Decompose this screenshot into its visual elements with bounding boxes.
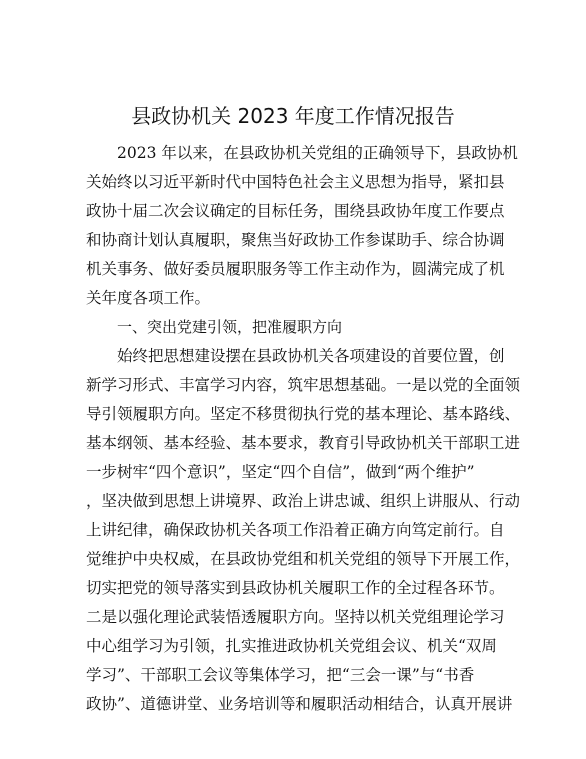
paragraph-line: 切实把党的领导落实到县政协机关履职工作的全过程各环节。: [86, 579, 505, 597]
paragraph-line: 和协商计划认真履职，聚焦当好政协工作参谋助手、综合协调: [86, 231, 505, 249]
paragraph-line: 觉维护中央权威，在县政协党组和机关党组的领导下开展工作，: [86, 550, 521, 568]
paragraph-line: 2023 年以来，在县政协机关党组的正确领导下，县政协机: [117, 144, 518, 162]
paragraph-line: 二是以强化理论武装悟透履职方向。坚持以机关党组理论学习: [86, 608, 505, 626]
paragraph-line: 中心组学习为引领，扎实推进政协机关党组会议、机关“双周: [86, 637, 497, 655]
paragraph-line: 一步树牢“四个意识”，坚定“四个自信”，做到“两个维护”: [86, 463, 475, 481]
paragraph-line: ，坚决做到思想上讲境界、政治上讲忠诚、组织上讲服从、行动: [86, 492, 521, 510]
paragraph-line: 机关事务、做好委员履职服务等工作主动作为，圆满完成了机: [86, 260, 505, 278]
paragraph-line: 导引领履职方向。坚定不移贯彻执行党的基本理论、基本路线、: [86, 405, 521, 423]
paragraph-line: 上讲纪律，确保政协机关各项工作沿着正确方向笃定前行。自: [86, 521, 505, 539]
paragraph-line: 基本纲领、基本经验、基本要求，教育引导政协机关干部职工进: [86, 434, 521, 452]
paragraph-line: 关年度各项工作。: [86, 289, 211, 307]
paragraph-line: 学习”、干部职工会议等集体学习，把“三会一课”与“书香: [86, 666, 475, 684]
paragraph-line: 关始终以习近平新时代中国特色社会主义思想为指导，紧扣县: [86, 173, 505, 191]
document-body: [86, 139, 521, 719]
paragraph-line: 政协十届二次会议确定的目标任务，围绕县政协年度工作要点: [86, 202, 505, 220]
paragraph-line: 始终把思想建设摆在县政协机关各项建设的首要位置，创: [117, 347, 505, 365]
section-heading: 一、突出党建引领，把准履职方向: [117, 318, 343, 336]
document-title: 县政协机关 2023 年度工作情况报告: [131, 104, 455, 128]
paragraph-line: 政协”、道德讲堂、业务培训等和履职活动相结合，认真开展讲: [86, 695, 513, 713]
paragraph-line: 新学习形式、丰富学习内容，筑牢思想基础。一是以党的全面领: [86, 376, 521, 394]
